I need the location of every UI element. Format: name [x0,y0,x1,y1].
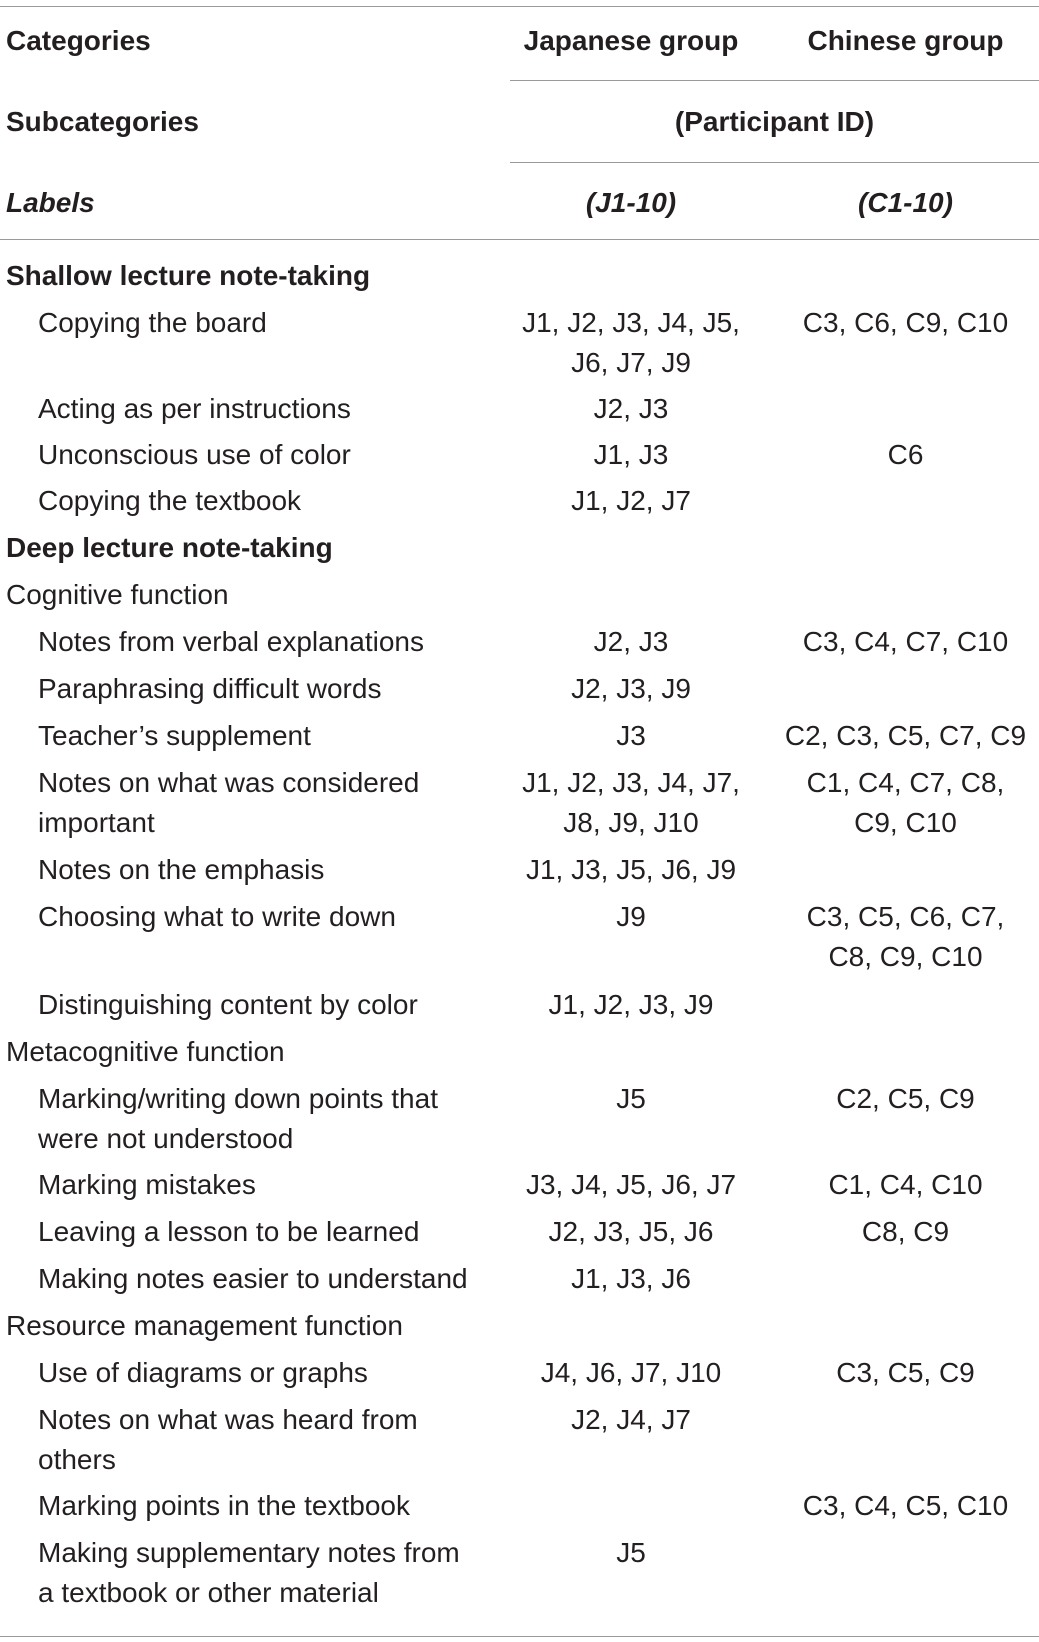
jp-unconscious-color: J1, J3 [593,439,669,470]
labels-heading: Labels [6,187,95,218]
category-deep: Deep lecture note-taking [6,532,333,563]
participant-rule [510,162,1039,163]
jp-considered-important: J1, J2, J3, J4, J7, J8, J9, J10 [522,767,740,838]
label-marking-mistakes: Marking mistakes [38,1169,256,1200]
label-points-in-textbook: Marking points in the textbook [38,1490,410,1521]
label-supplementary-notes: Making supplementary notes from a textbook or other material [38,1537,460,1608]
jp-copying-textbook: J1, J2, J7 [571,485,691,516]
label-paraphrasing: Paraphrasing difficult words [38,673,382,704]
jp-heard-from-others: J2, J4, J7 [571,1404,691,1435]
category-shallow: Shallow lecture note-taking [6,260,371,291]
header-bottom-rule [0,239,1039,240]
label-heard-from-others: Notes on what was heard from others [38,1404,418,1475]
subcategory-resource-management: Resource management function [6,1310,403,1341]
bottom-rule [0,1636,1039,1637]
japanese-ids-heading: (J1-10) [585,187,677,218]
label-teacher-supplement: Teacher’s supplement [38,720,311,751]
cn-copying-board: C3, C6, C9, C10 [802,307,1009,338]
jp-supplementary-notes: J5 [616,1537,646,1568]
cn-teacher-supplement: C2, C3, C5, C7, C9 [784,720,1027,751]
subcategory-metacognitive: Metacognitive function [6,1036,285,1067]
cn-verbal-explanations: C3, C4, C7, C10 [802,626,1009,657]
label-acting-instructions: Acting as per instructions [38,393,351,424]
categories-heading: Categories [6,25,151,56]
chinese-ids-heading: (C1-10) [858,187,953,218]
jp-distinguishing-color: J1, J2, J3, J9 [548,989,714,1020]
label-copying-board: Copying the board [38,307,267,338]
jp-copying-board: J1, J2, J3, J4, J5, J6, J7, J9 [522,307,740,378]
jp-diagrams-graphs: J4, J6, J7, J10 [540,1357,722,1388]
cn-marking-mistakes: C1, C4, C10 [828,1169,983,1200]
label-distinguishing-color: Distinguishing content by color [38,989,418,1020]
jp-choosing-write-down: J9 [616,901,646,932]
cn-lesson-learned: C8, C9 [861,1216,950,1247]
jp-acting-instructions: J2, J3 [593,393,669,424]
jp-paraphrasing: J2, J3, J9 [571,673,691,704]
cn-points-in-textbook: C3, C4, C5, C10 [802,1490,1009,1521]
cn-considered-important: C1, C4, C7, C8, C9, C10 [806,767,1005,838]
japanese-group-heading: Japanese group [523,25,739,56]
label-lesson-learned: Leaving a lesson to be learned [38,1216,420,1247]
label-diagrams-graphs: Use of diagrams or graphs [38,1357,368,1388]
jp-not-understood: J5 [616,1083,646,1114]
jp-marking-mistakes: J3, J4, J5, J6, J7 [525,1169,737,1200]
label-considered-important: Notes on what was considered important [38,767,420,838]
jp-verbal-explanations: J2, J3 [593,626,669,657]
label-copying-textbook: Copying the textbook [38,485,302,516]
jp-emphasis: J1, J3, J5, J6, J9 [525,854,737,885]
label-easier-understand: Making notes easier to understand [38,1263,468,1294]
label-emphasis: Notes on the emphasis [38,854,325,885]
jp-lesson-learned: J2, J3, J5, J6 [548,1216,714,1247]
group-rule [510,80,1039,81]
jp-teacher-supplement: J3 [616,720,646,751]
participant-id-heading: (Participant ID) [674,106,875,137]
chinese-group-heading: Chinese group [807,25,1004,56]
cn-choosing-write-down: C3, C5, C6, C7, C8, C9, C10 [806,901,1005,972]
top-rule [0,6,1039,7]
cn-diagrams-graphs: C3, C5, C9 [836,1357,975,1388]
label-verbal-explanations: Notes from verbal explanations [38,626,424,657]
subcategories-heading: Subcategories [6,106,199,137]
cn-not-understood: C2, C5, C9 [836,1083,975,1114]
cn-unconscious-color: C6 [887,439,924,470]
jp-easier-understand: J1, J3, J6 [571,1263,691,1294]
label-not-understood: Marking/writing down points that were not understood [38,1083,438,1154]
subcategory-cognitive: Cognitive function [6,579,229,610]
label-choosing-write-down: Choosing what to write down [38,901,396,932]
label-unconscious-color: Unconscious use of color [38,439,351,470]
